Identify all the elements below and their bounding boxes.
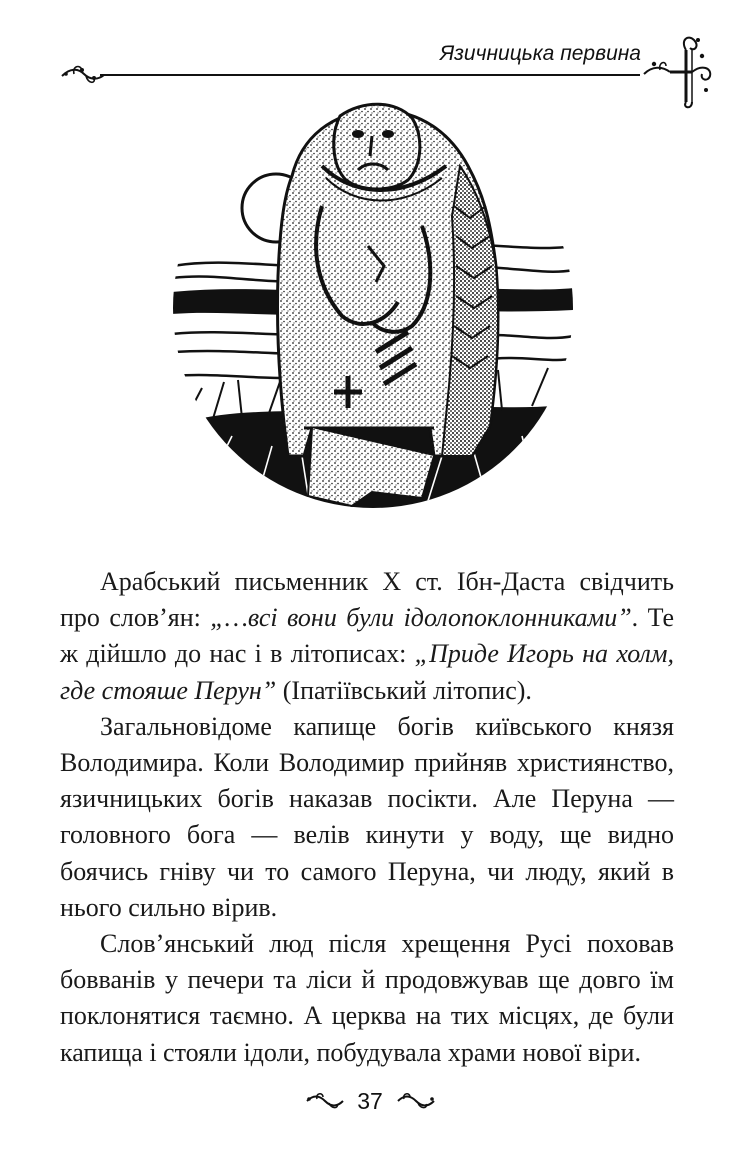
paragraph-1: [60, 564, 674, 709]
footer-right-flourish-icon: [396, 1091, 436, 1111]
quote-chronicle: „Приде Игорь на холм, где стояше Перун”: [60, 639, 674, 705]
paragraph-1-part-c: (Іпатіївський літопис).: [276, 675, 532, 705]
footer-left-flourish-icon: [305, 1091, 345, 1111]
stone-idol-illustration: [172, 96, 574, 520]
quote-idol-worshippers: „…всі вони були ідолопоклонниками”: [210, 603, 632, 633]
corner-ornament-icon: [640, 30, 720, 110]
page-number: 37: [357, 1088, 383, 1114]
running-header-title: Язичницька первина: [439, 42, 641, 65]
paragraph-3: Слов’янський люд після хрещення Русі поховав бовванів у печери та ліси й продовжував ще довго їм поклонятися таємно. А церква на тих місцях, де були капища і стояли ідоли, побудувала храми нової віри.: [60, 929, 674, 1067]
header-rule: [100, 74, 640, 76]
paragraph-1-part-a: Арабський письменник X ст. Ібн-Даста свідчить про слов’ян:: [60, 567, 674, 633]
page-footer: [0, 1083, 739, 1119]
paragraph-2: Загальновідоме капище богів київського князя Володимира. Коли Володимир прийняв християнство, язичницьких богів наказав посікти. Але Перуна — головного бога — велів кинути у воду, ще видно боячись гніву чи то самого Перуна, чи люду, який в нього сильно вірив.: [60, 711, 674, 922]
paragraph-1-part-b: . Те ж дійшло до нас і в літописах:: [60, 603, 674, 669]
left-flourish-icon: [60, 62, 106, 88]
body-text: [60, 564, 674, 1071]
